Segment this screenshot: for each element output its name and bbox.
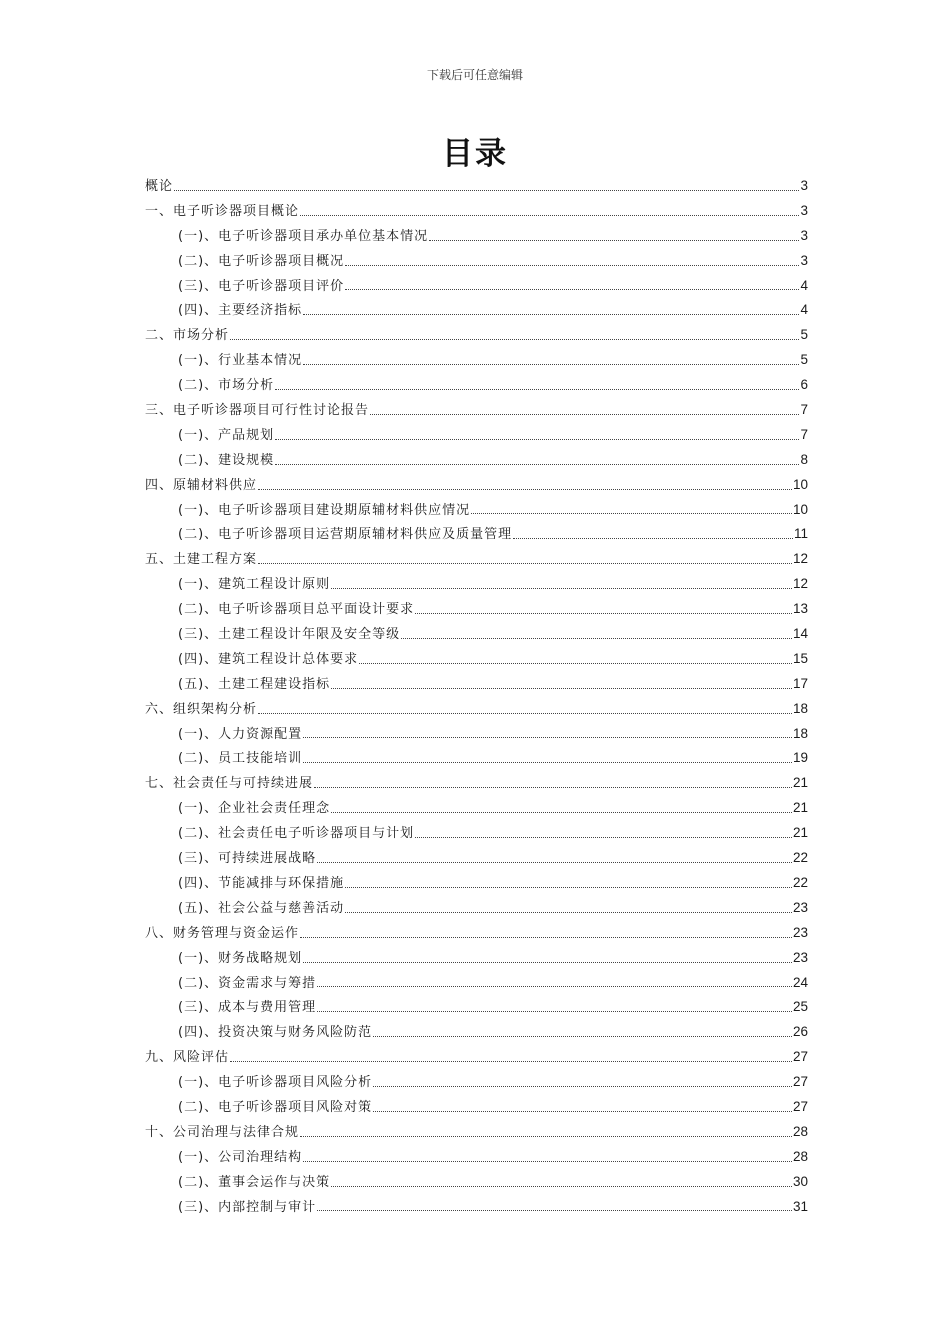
toc-entry-label: 五、土建工程方案 — [145, 552, 258, 568]
toc-entry-page: 21 — [792, 775, 808, 791]
toc-entry[interactable] — [145, 298, 808, 323]
toc-entry[interactable] — [145, 672, 808, 697]
dot-leader — [258, 707, 792, 714]
toc-entry-page: 18 — [792, 725, 808, 741]
toc-entry[interactable] — [145, 373, 808, 398]
toc-entry-label: (一)、产品规划 — [178, 427, 275, 443]
dot-leader — [317, 856, 792, 863]
toc-entry-label: (二)、电子听诊器项目风险对策 — [178, 1099, 373, 1115]
dot-leader — [373, 1030, 792, 1037]
dot-leader — [303, 358, 799, 365]
toc-entry-page: 12 — [792, 576, 808, 592]
toc-entry-label: (二)、董事会运作与决策 — [178, 1174, 331, 1190]
toc-entry[interactable] — [145, 821, 808, 846]
dot-leader — [370, 408, 799, 415]
dot-leader — [429, 234, 799, 241]
dot-leader — [401, 632, 792, 639]
toc-entry-label: (二)、电子听诊器项目总平面设计要求 — [178, 602, 415, 618]
toc-entry-label: 十、公司治理与法律合规 — [145, 1124, 300, 1140]
toc-entry-page: 14 — [792, 626, 808, 642]
toc-entry[interactable] — [145, 522, 808, 547]
dot-leader — [303, 731, 792, 738]
toc-entry-page: 25 — [792, 999, 808, 1015]
toc-entry[interactable] — [145, 274, 808, 299]
toc-entry-page: 8 — [800, 451, 808, 467]
toc-entry-label: (四)、建筑工程设计总体要求 — [178, 651, 359, 667]
toc-entry[interactable] — [145, 398, 808, 423]
toc-entry[interactable] — [145, 896, 808, 921]
toc-entry-label: (二)、员工技能培训 — [178, 751, 303, 767]
toc-entry-page: 11 — [793, 526, 808, 542]
toc-entry-label: (四)、投资决策与财务风险防范 — [178, 1025, 373, 1041]
toc-entry-page: 3 — [800, 227, 808, 243]
toc-entry-label: (五)、土建工程建设指标 — [178, 676, 331, 692]
dot-leader — [303, 1155, 792, 1162]
toc-entry-page: 5 — [800, 327, 808, 343]
dot-leader — [359, 657, 792, 664]
table-of-contents — [145, 174, 808, 1219]
toc-entry-page: 12 — [792, 551, 808, 567]
toc-entry-page: 4 — [800, 302, 808, 318]
toc-entry-page: 3 — [800, 252, 808, 268]
toc-entry-label: (三)、可持续进展战略 — [178, 851, 317, 867]
dot-leader — [275, 458, 799, 465]
toc-entry-label: 二、市场分析 — [145, 328, 230, 344]
dot-leader — [513, 532, 793, 539]
dot-leader — [415, 831, 792, 838]
toc-entry-label: (四)、节能减排与环保措施 — [178, 875, 345, 891]
toc-entry-label: (三)、土建工程设计年限及安全等级 — [178, 627, 401, 643]
toc-entry-page: 10 — [792, 501, 808, 517]
toc-entry-page: 5 — [800, 352, 808, 368]
toc-entry[interactable] — [145, 1070, 808, 1095]
toc-entry[interactable] — [145, 423, 808, 448]
toc-entry-label: (四)、主要经济指标 — [178, 303, 303, 319]
toc-entry-label: (一)、人力资源配置 — [178, 726, 303, 742]
toc-entry[interactable] — [145, 199, 808, 224]
dot-leader — [345, 881, 792, 888]
page-title: 目录 — [442, 136, 508, 172]
toc-entry-page: 27 — [792, 1049, 808, 1065]
toc-entry[interactable] — [145, 547, 808, 572]
header-note: 下载后可任意编辑 — [426, 68, 523, 82]
toc-entry-page: 6 — [800, 377, 808, 393]
dot-leader — [230, 1055, 792, 1062]
dot-leader — [303, 956, 792, 963]
toc-entry-label: (二)、电子听诊器项目概况 — [178, 253, 345, 269]
toc-entry-page: 10 — [792, 476, 808, 492]
dot-leader — [275, 433, 799, 440]
dot-leader — [345, 906, 792, 913]
dot-leader — [275, 383, 799, 390]
dot-leader — [345, 259, 799, 266]
toc-entry-page: 13 — [792, 601, 808, 617]
toc-entry-page: 23 — [792, 924, 808, 940]
toc-entry-label: (一)、企业社会责任理念 — [178, 801, 331, 817]
toc-entry[interactable] — [145, 1045, 808, 1070]
toc-entry-label: (一)、公司治理结构 — [178, 1149, 303, 1165]
toc-entry[interactable] — [145, 796, 808, 821]
toc-entry-label: (三)、成本与费用管理 — [178, 1000, 317, 1016]
dot-leader — [258, 483, 792, 490]
dot-leader — [331, 1180, 792, 1187]
toc-entry-label: 一、电子听诊器项目概论 — [145, 203, 300, 219]
toc-entry[interactable] — [145, 1095, 808, 1120]
toc-entry[interactable] — [145, 722, 808, 747]
toc-entry[interactable] — [145, 995, 808, 1020]
toc-entry[interactable] — [145, 1145, 808, 1170]
toc-entry-label: (三)、内部控制与审计 — [178, 1199, 317, 1215]
dot-leader — [317, 980, 792, 987]
toc-entry-page: 30 — [792, 1173, 808, 1189]
toc-entry-page: 21 — [792, 800, 808, 816]
toc-entry-page: 7 — [800, 402, 808, 418]
toc-entry-page: 15 — [792, 650, 808, 666]
toc-entry[interactable] — [145, 921, 808, 946]
toc-entry-label: 八、财务管理与资金运作 — [145, 925, 300, 941]
toc-entry[interactable] — [145, 1020, 808, 1045]
dot-leader — [174, 184, 799, 191]
dot-leader — [373, 1080, 792, 1087]
toc-entry-label: (二)、电子听诊器项目运营期原辅材料供应及质量管理 — [178, 527, 513, 543]
toc-entry-page: 18 — [792, 700, 808, 716]
toc-entry-page: 4 — [800, 277, 808, 293]
toc-entry-label: (一)、建筑工程设计原则 — [178, 577, 331, 593]
toc-entry[interactable] — [145, 1170, 808, 1195]
toc-entry-page: 26 — [792, 1024, 808, 1040]
toc-entry[interactable] — [145, 697, 808, 722]
toc-entry[interactable] — [145, 174, 808, 199]
toc-entry-label: 概论 — [145, 179, 174, 194]
dot-leader — [300, 1130, 792, 1137]
toc-entry-label: (一)、电子听诊器项目建设期原辅材料供应情况 — [178, 502, 471, 518]
toc-entry-page: 28 — [792, 1123, 808, 1139]
dot-leader — [258, 557, 792, 564]
toc-entry-page: 17 — [792, 675, 808, 691]
toc-entry-page: 22 — [792, 874, 808, 890]
toc-entry-label: 七、社会责任与可持续进展 — [145, 776, 314, 792]
dot-leader — [471, 507, 792, 514]
toc-entry[interactable] — [145, 871, 808, 896]
toc-entry[interactable] — [145, 348, 808, 373]
dot-leader — [303, 308, 799, 315]
toc-entry[interactable] — [145, 224, 808, 249]
toc-entry-page: 3 — [800, 202, 808, 218]
toc-entry[interactable] — [145, 946, 808, 971]
toc-entry-label: (二)、社会责任电子听诊器项目与计划 — [178, 826, 415, 842]
toc-entry-label: (三)、电子听诊器项目评价 — [178, 278, 345, 294]
toc-entry[interactable] — [145, 1120, 808, 1145]
dot-leader — [373, 1105, 792, 1112]
toc-entry-page: 23 — [792, 949, 808, 965]
dot-leader — [331, 682, 792, 689]
toc-entry-label: (二)、市场分析 — [178, 378, 275, 394]
dot-leader — [230, 333, 799, 340]
toc-entry-page: 3 — [800, 178, 808, 193]
toc-entry[interactable] — [145, 1195, 808, 1220]
toc-entry-label: (一)、电子听诊器项目承办单位基本情况 — [178, 228, 429, 244]
toc-entry[interactable] — [145, 448, 808, 473]
toc-entry[interactable] — [145, 597, 808, 622]
toc-entry-label: (五)、社会公益与慈善活动 — [178, 900, 345, 916]
toc-entry-page: 24 — [792, 974, 808, 990]
toc-entry-label: (一)、财务战略规划 — [178, 950, 303, 966]
toc-entry-page: 23 — [792, 899, 808, 915]
toc-entry-page: 7 — [800, 426, 808, 442]
toc-entry[interactable] — [145, 498, 808, 523]
toc-entry[interactable] — [145, 771, 808, 796]
toc-entry[interactable] — [145, 746, 808, 771]
toc-entry-page: 28 — [792, 1148, 808, 1164]
toc-entry[interactable] — [145, 622, 808, 647]
toc-entry[interactable] — [145, 647, 808, 672]
toc-entry-label: 六、组织架构分析 — [145, 701, 258, 717]
toc-entry-page: 27 — [792, 1074, 808, 1090]
toc-entry[interactable] — [145, 473, 808, 498]
toc-entry-page: 31 — [792, 1198, 808, 1214]
toc-entry-label: (二)、资金需求与筹措 — [178, 975, 317, 991]
toc-entry[interactable] — [145, 572, 808, 597]
toc-entry[interactable] — [145, 971, 808, 996]
toc-entry-label: (一)、电子听诊器项目风险分析 — [178, 1075, 373, 1091]
dot-leader — [331, 806, 792, 813]
toc-entry-label: (二)、建设规模 — [178, 452, 275, 468]
dot-leader — [345, 283, 799, 290]
toc-entry-label: 三、电子听诊器项目可行性讨论报告 — [145, 403, 370, 419]
dot-leader — [415, 607, 792, 614]
dot-leader — [300, 931, 792, 938]
dot-leader — [314, 781, 792, 788]
dot-leader — [300, 209, 799, 216]
dot-leader — [317, 1204, 792, 1211]
toc-entry[interactable] — [145, 249, 808, 274]
toc-entry-page: 21 — [792, 825, 808, 841]
toc-entry-label: 四、原辅材料供应 — [145, 477, 258, 493]
toc-entry[interactable] — [145, 323, 808, 348]
dot-leader — [331, 582, 792, 589]
toc-entry-page: 27 — [792, 1098, 808, 1114]
dot-leader — [317, 1005, 792, 1012]
toc-entry-page: 19 — [792, 750, 808, 766]
toc-entry-page: 22 — [792, 850, 808, 866]
dot-leader — [303, 756, 792, 763]
toc-entry[interactable] — [145, 846, 808, 871]
toc-entry-label: 九、风险评估 — [145, 1050, 230, 1066]
toc-entry-label: (一)、行业基本情况 — [178, 353, 303, 369]
